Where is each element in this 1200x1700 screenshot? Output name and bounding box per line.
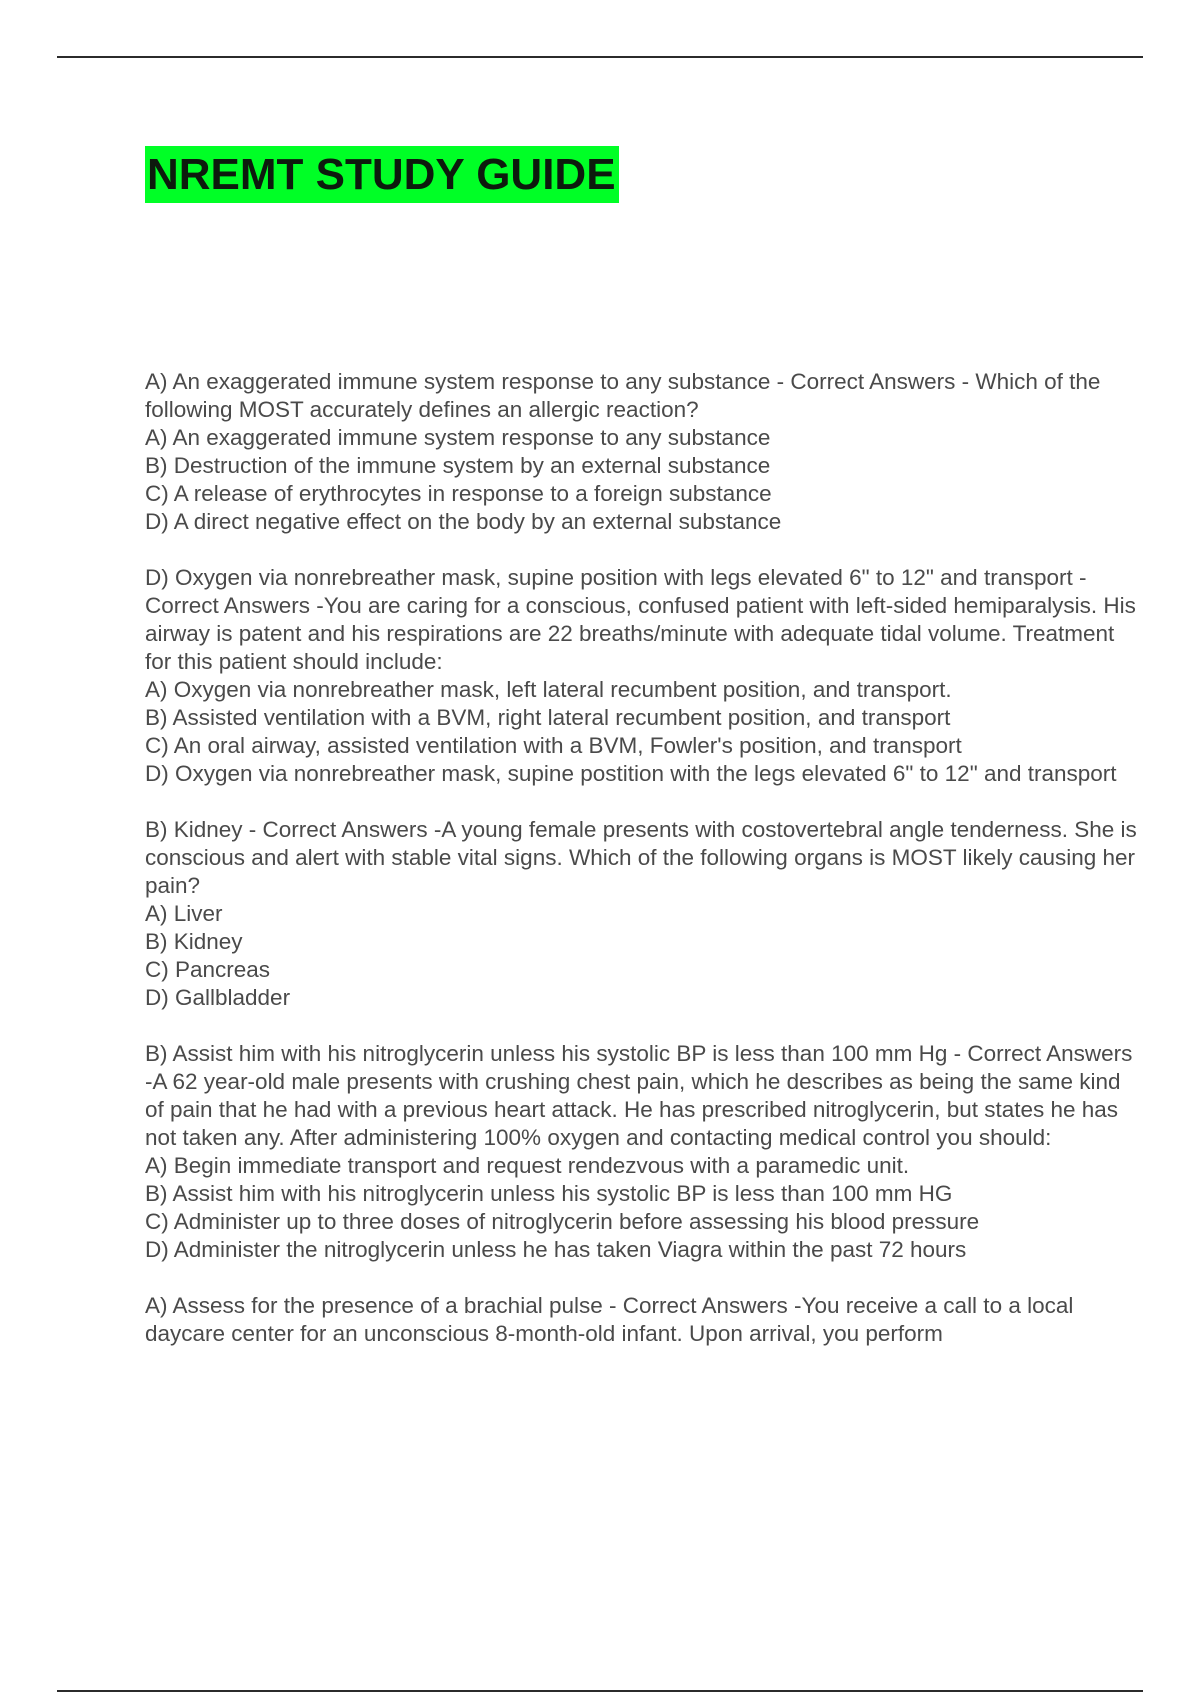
answer-option: B) Assisted ventilation with a BVM, right lateral recumbent position, and transport — [145, 705, 951, 730]
answer-options — [145, 900, 1145, 1012]
question-block — [145, 368, 1145, 536]
question-text: B) Assist him with his nitroglycerin unless his systolic BP is less than 100 mm Hg - Correct Answers -A 62 year-old male presents with crushing chest pain, which he describes as being the same kind of pain that he had with a previous heart attack. He has prescribed nitroglycerin, but states he has not taken any. After administering 100% oxygen and contacting medical control you should: — [145, 1041, 1133, 1150]
top-divider — [57, 56, 1143, 58]
answer-option: B) Destruction of the immune system by an external substance — [145, 453, 771, 478]
question-text: D) Oxygen via nonrebreather mask, supine position with legs elevated 6" to 12" and transport - Correct Answers -You are caring for a conscious, confused patient with left-sided hemiparalysis. His airway is patent and his respirations are 22 breaths/minute with adequate tidal volume. Treatment for this patient should include: — [145, 565, 1136, 674]
answer-option: B) Assist him with his nitroglycerin unless his systolic BP is less than 100 mm HG — [145, 1181, 953, 1206]
answer-option: D) Oxygen via nonrebreather mask, supine postition with the legs elevated 6" to 12" and transport — [145, 761, 1117, 786]
answer-option: A) Liver — [145, 901, 223, 926]
answer-option: C) Administer up to three doses of nitroglycerin before assessing his blood pressure — [145, 1209, 980, 1234]
answer-option: A) An exaggerated immune system response to any substance — [145, 425, 771, 450]
title-highlight — [145, 146, 619, 203]
bottom-divider — [57, 1690, 1143, 1692]
answer-options — [145, 1152, 1145, 1264]
question-block — [145, 564, 1145, 788]
answer-option: A) Oxygen via nonrebreather mask, left lateral recumbent position, and transport. — [145, 677, 952, 702]
answer-options — [145, 676, 1145, 788]
answer-option: C) An oral airway, assisted ventilation with a BVM, Fowler's position, and transport — [145, 733, 962, 758]
answer-option: D) Administer the nitroglycerin unless he has taken Viagra within the past 72 hours — [145, 1237, 967, 1262]
page-title: NREMT STUDY GUIDE — [147, 150, 616, 199]
question-text: B) Kidney - Correct Answers -A young female presents with costovertebral angle tenderness. She is conscious and alert with stable vital signs. Which of the following organs is MOST likely causing her pain? — [145, 817, 1137, 898]
answer-option: C) Pancreas — [145, 957, 271, 982]
answer-option: C) A release of erythrocytes in response to a foreign substance — [145, 481, 772, 506]
question-list — [145, 368, 1145, 1376]
answer-option: A) Begin immediate transport and request rendezvous with a paramedic unit. — [145, 1153, 910, 1178]
answer-options — [145, 424, 1145, 536]
question-text: A) An exaggerated immune system response to any substance - Correct Answers - Which of the following MOST accurately defines an allergic reaction? — [145, 369, 1101, 422]
question-block — [145, 1292, 1145, 1348]
answer-option: B) Kidney — [145, 929, 243, 954]
answer-option: D) A direct negative effect on the body by an external substance — [145, 509, 782, 534]
question-block — [145, 816, 1145, 1012]
question-text: A) Assess for the presence of a brachial pulse - Correct Answers -You receive a call to a local daycare center for an unconscious 8-month-old infant. Upon arrival, you perform — [145, 1293, 1074, 1346]
answer-option: D) Gallbladder — [145, 985, 291, 1010]
question-block — [145, 1040, 1145, 1264]
